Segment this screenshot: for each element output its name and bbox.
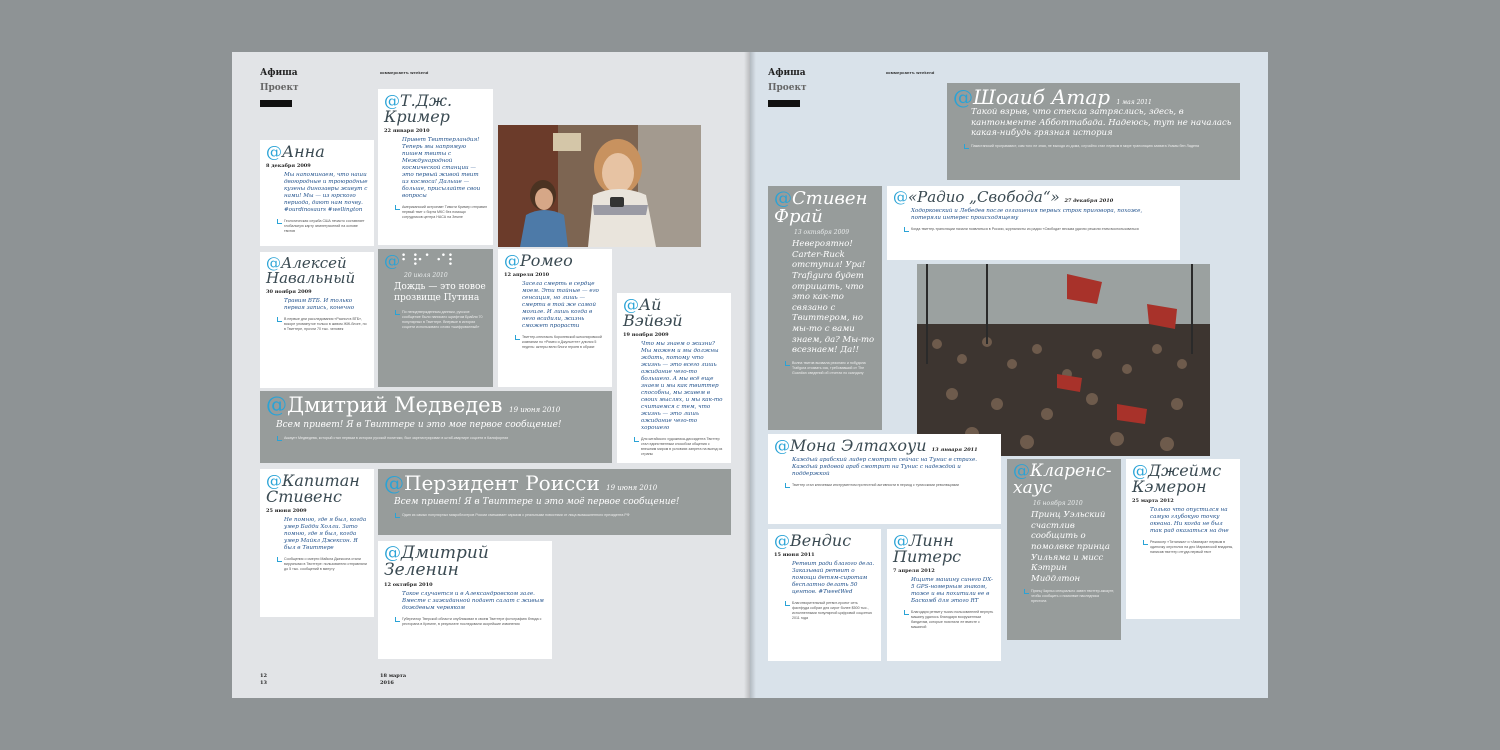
tweet-note: Режиссер «Титаника» и «Аватара» первым в одиночку опустился на дно Марианской впадины, написав твиттер оттуда первый твит xyxy=(1132,540,1234,555)
tweet-handle: @Капитан Стивенс xyxy=(266,471,360,506)
tweet-handle: @«Радио „Свобода“» 27 декабря 2010 xyxy=(893,188,1114,206)
magazine-title: Афиша xyxy=(768,68,806,78)
tweet-handle: @⠃⠗⠁⠊⠇ xyxy=(384,251,459,270)
tweet-text: Всем привет! Я в Твиттере и это мое первое сообщение! xyxy=(276,420,562,430)
tweet-handle: @Дмитрий Зеленин xyxy=(384,543,489,580)
tweet-text: Ходорковский и Лебедев после оглашения первых строк приговора, похоже, потеряли интерес происходящему xyxy=(911,208,1143,221)
tweet-date: 19 июня 2010 xyxy=(509,406,561,414)
tweet-handle: @Вендис xyxy=(774,531,852,550)
tweet-card-stevens xyxy=(260,469,374,617)
tweet-note: Для китайского художника-диссидента Твиттер стал единственным способом общения с внешним миром в условиях запрета на выезд из страны xyxy=(623,437,725,457)
tweet-card-navalny xyxy=(260,252,374,388)
tweet-note: Благотворительный ретвит-проект сеть фастфуда собрал для сирот более $500 тыс., исполненными популярной цифровой соцсетью 2011 года xyxy=(774,601,875,621)
tweet-note: Губернатор Тверской области опубликовал в своем Твиттере фотографию блюда с ресторана в Кремле, в результате последовали скорейшие извинения xyxy=(384,617,546,627)
photo-girl-with-phone xyxy=(498,125,701,247)
tweet-card-wendys xyxy=(768,529,881,661)
tweet-date: 13 октября 2009 xyxy=(794,229,850,236)
tweet-handle: @Дмитрий Медведев 19 июня 2010 xyxy=(266,393,561,417)
header-bar xyxy=(768,100,800,107)
tweet-card-roissi xyxy=(378,469,731,535)
tweet-text: Мы напоминаем, что наши двоюродные и троюродные кузены динозавры живут с нами! Мы — из юрского периода, дают нам почву. #ourdinosaurs #wellington xyxy=(284,172,368,213)
tweet-note: По неподтвержденным данным, русское сообщение было написано шрифтом Брайля 70 популярных в Твиттере. Впервые в истории соцсети использовано слово «шифрованный» xyxy=(384,310,487,330)
tweet-text: Каждый арабский лидер смотрит сейчас на Тунис в страхе. Каждый рядовой араб смотрит на Тунис с надеждой и поддержкой xyxy=(792,457,978,477)
tweet-date: 22 января 2010 xyxy=(384,128,430,134)
tweet-handle: @Анна xyxy=(266,142,325,161)
tweet-card-romeo xyxy=(498,249,612,387)
tweet-text: Не помню, где я был, когда умер Бадди Холли. Зато помню, где я был, когда умер Майкл Джексон. Я был в Твиттере xyxy=(284,517,367,551)
tweet-note: Аккаунт Медведева, который стал первым в истории русской политики, был зарегистрирован в штаб-квартире соцсети в Калифорнии xyxy=(266,436,606,441)
tweet-date: 25 июня 2009 xyxy=(266,508,307,514)
issue-day: 18 марта xyxy=(380,673,407,679)
photo-protest-crowd xyxy=(917,264,1210,456)
tweet-note: Волна твитов вызвала резонанс и побудила Trafigura отозвать иск, требовавший от The Guardian сведений об отчетах по скандалу xyxy=(774,361,876,376)
tweet-handle: @Алексей Навальный xyxy=(266,254,356,287)
issue-year: 2016 xyxy=(380,679,394,686)
tweet-note: Твиттер-спектакль Королевской шекспировской компании по «Ромео и Джульетте» длился 5 недель: актеры вели блоги героев в образе xyxy=(504,335,606,350)
kommersant-logo: коммерсантъ weekend xyxy=(886,70,935,75)
tweet-card-clarence xyxy=(1007,459,1121,640)
tweet-note: Твиттер стал ключевым инструментом протестной активности в период с тунисскими революциями xyxy=(774,483,995,488)
tweet-handle: @Ай Вэйвэй xyxy=(623,295,683,330)
tweet-date: 16 ноября 2010 xyxy=(1033,500,1083,507)
tweet-card-aiweiwei xyxy=(617,293,731,463)
tweet-card-kreamer xyxy=(378,89,493,245)
section-title: Проект xyxy=(768,83,807,93)
tweet-date: 13 января 2011 xyxy=(931,447,978,453)
tweet-text: Только что опустился на самую глубокую точку океана. Ни когда не был так рад оказаться на дне xyxy=(1150,507,1229,534)
tweet-handle: @Стивен Фрай xyxy=(774,188,868,227)
header-bar xyxy=(260,100,292,107)
tweet-text: Принц Уэльский счастлив сообщить о помолвке принца Уильяма и мисс Кэтрин Миддлтон xyxy=(1031,510,1110,584)
tweet-text: Ищите машину синего DX-5 GPS-номерным знаком, тоже и вы похитили ее в Баскомб для этого RT xyxy=(911,577,993,604)
tweet-note: В первые дни расследования «Распил в ВТБ», вскоре упомянутое только в живом ЖЖ-блоге, но в Твиттере, прочли 70 тыс. человек xyxy=(266,317,368,332)
tweet-card-eltahawy xyxy=(768,434,1001,524)
tweet-date: 30 ноября 2009 xyxy=(266,289,312,295)
tweet-date: 8 декабря 2009 xyxy=(266,163,311,169)
tweet-date: 12 апреля 2010 xyxy=(504,272,550,278)
photo-crowd-graphic xyxy=(917,264,1210,456)
tweet-note: Благодаря ретвиту тысяч пользователей вернуть машину удалось благодаря вооруженным бандитам, которые похитили ее вместе с машиной xyxy=(893,610,995,630)
kommersant-logo: коммерсантъ weekend xyxy=(380,70,429,75)
photo-girl-graphic xyxy=(498,125,701,247)
page-number: 12 xyxy=(260,673,267,679)
tweet-text: Засела смерть в сердце моем. Эти тайные — его сенсация, но лишь — смерти в той же самой могиле. И лишь когда в него всадили, жизнь сможет прорасти xyxy=(522,281,599,329)
tweet-handle: @Т.Дж. Кример xyxy=(384,91,453,126)
tweet-handle: @Ромео xyxy=(504,251,573,270)
magazine-title: Афиша xyxy=(260,68,298,78)
tweet-card-zelenin xyxy=(378,541,552,659)
tweet-note: Американский астронавт Тимоти Кример отправил первый твит с борта МКС без помощи сотрудников центра НАСА на Земле xyxy=(384,205,487,220)
tweet-note: Принц Чарльз специально завел твиттер-аккаунт, чтобы сообщить о помолвке наследника престола xyxy=(1013,589,1115,604)
tweet-note: Сообщения о смерти Майкла Джексона стали вирусными в Твиттере: пользователи отправляли до 5 тыс. сообщений в минуту xyxy=(266,557,368,572)
tweet-date: 12 октября 2010 xyxy=(384,582,433,588)
tweet-card-medvedev xyxy=(260,391,612,463)
tweet-note: Один из самых популярных микроблогеров России смешивает сарказм с реальными новостями от лица вымышленного президента РФ xyxy=(384,513,725,518)
tweet-note: Пакистанский программист, сам того не зная, не выходя из дома, случайно стал первым в мире трансляцию захвата Усамы бен Ладена xyxy=(953,144,1234,149)
tweet-card-peters xyxy=(887,529,1001,661)
tweet-date: 27 декабря 2010 xyxy=(1064,198,1114,204)
tweet-card-braille xyxy=(378,249,493,387)
tweet-text: Такой взрыв, что стекла затряслись, здесь, в кантонменте Абботтабада. Надеюсь, тут не началась какая-нибудь грязная история xyxy=(971,107,1232,139)
tweet-text: Невероятно! Carter-Ruck отступил! Ура! Trafigura будет отрицать, что это как-то связано с Твиттером, но мы-то с вами знаем, да? Мы-то всезнаем! Да!! xyxy=(792,239,875,356)
tweet-date: 7 апреля 2012 xyxy=(893,568,935,574)
tweet-date: 15 июня 2011 xyxy=(774,552,815,558)
tweet-handle: @Шоаиб Атар 1 мая 2011 xyxy=(953,85,1152,109)
tweet-text: Дождь — это новое прозвище Путина xyxy=(394,282,486,304)
right-masthead xyxy=(768,68,807,93)
tweet-card-fry xyxy=(768,186,882,430)
tweet-date: 25 марта 2012 xyxy=(1132,498,1174,504)
tweet-card-anna xyxy=(260,140,374,246)
tweet-handle: @Линн Питерс xyxy=(893,531,962,566)
page-number: 13 xyxy=(260,679,267,686)
tweet-date: 19 июня 2010 xyxy=(606,484,658,492)
tweet-date: 19 ноября 2009 xyxy=(623,332,669,338)
tweet-text: Такое случается и в Александровском зале. Вместе с зажиданной подает салат с живым дождевым червяком xyxy=(402,591,544,611)
issue-date xyxy=(380,673,406,686)
tweet-card-atar xyxy=(947,83,1240,180)
tweet-text: Ретвит ради благого дела. Заказывай ретвит о помощи детям-сиротам бесплатно делать 50 центов. #TweetWed xyxy=(792,561,875,595)
tweet-text: Травим ВТБ. И только первая запись, конечно xyxy=(284,298,355,311)
tweet-handle: @Мона Элтахоуи 13 января 2011 xyxy=(774,436,978,455)
tweet-text: Что мы знаем о жизни? Мы можем и мы должны ждать, потому что жизнь — это всего лишь ожидание чего-то большего. А мы всё еще знаем и мы как твиттер способны, мы живем в своих мыслях, и мы как-то считаемся с тем, что жизнь — это лишь ожидание чего-то хорошего xyxy=(641,341,723,431)
section-title: Проект xyxy=(260,83,299,93)
tweet-handle: @Джеймс Кэмерон xyxy=(1132,461,1222,496)
tweet-note: Когда твиттер-трансляции начали появляться в России, журналисты из радио «Свобода» весьма удачно решили этим воспользоваться xyxy=(893,227,1174,232)
tweet-card-cameron xyxy=(1126,459,1240,619)
tweet-date: 20 июля 2010 xyxy=(404,272,448,279)
tweet-text: Привет Твиттерландия! Теперь мы напрямую пишем твиты с Международной космической станции — это первый живой твит из космоса! Дальше — больше, присылайте свои вопросы xyxy=(402,137,481,199)
spine-shadow xyxy=(744,52,756,698)
page-number-left xyxy=(260,673,267,686)
left-masthead xyxy=(260,68,299,93)
tweet-date: 1 мая 2011 xyxy=(1116,99,1152,106)
tweet-text: Всем привет! Я в Твиттере и это моё первое сообщение! xyxy=(394,497,680,507)
tweet-handle: @Перзидент Роисси 19 июня 2010 xyxy=(384,471,658,495)
tweet-note: Геологическая служба США нечасто составляет глобальную карту землетрясений на основе твитов xyxy=(266,219,368,234)
tweet-handle: @Кларенс-хаус xyxy=(1013,461,1112,498)
tweet-card-svoboda xyxy=(887,186,1180,260)
